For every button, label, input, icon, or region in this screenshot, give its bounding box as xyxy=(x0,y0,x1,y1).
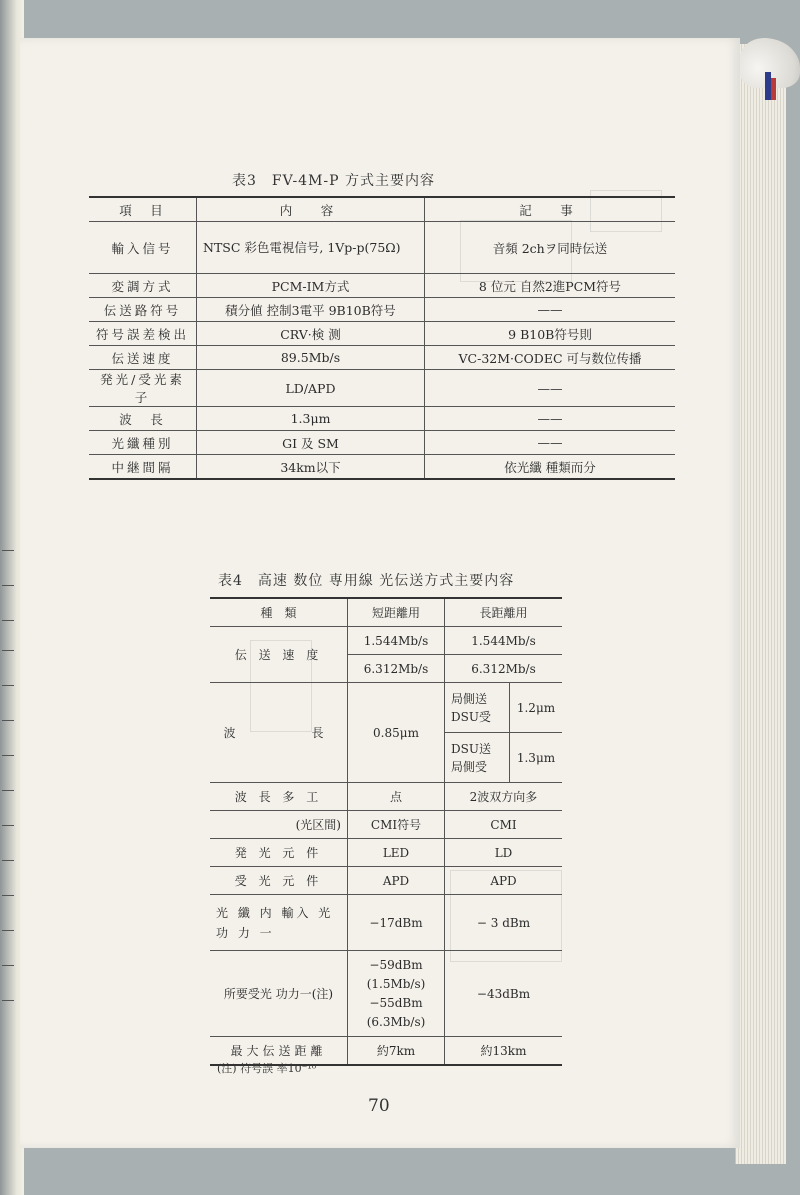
table-row xyxy=(210,811,562,839)
table-row xyxy=(89,274,675,298)
table4-caption: 表4 高速 数位 専用線 光伝送方式主要内容 xyxy=(218,573,515,589)
table3-item: 伝送速度 xyxy=(111,350,174,366)
page-number: 70 xyxy=(368,1096,390,1116)
table-row xyxy=(89,346,675,370)
table4-input-power-label: 光 纖 内 輸入 光 功 力 一 xyxy=(210,895,348,951)
table-row xyxy=(210,783,562,811)
table3-content: 34km以下 xyxy=(197,455,425,480)
table3-remark: —— xyxy=(425,407,676,431)
table3-content: PCM-IM方式 xyxy=(197,274,425,298)
table4-speed-short-1: 1.544Mb/s xyxy=(348,627,445,655)
table-row xyxy=(89,322,675,346)
table3-item: 波 長 xyxy=(119,411,166,427)
table4-wavelength-label: 波 長 xyxy=(210,683,348,783)
table3-header-content: 内 容 xyxy=(197,197,425,222)
table-row xyxy=(89,298,675,322)
table4-emitter-label: 発 光 元 件 xyxy=(210,839,348,867)
table3-item: 輸入信号 xyxy=(111,240,174,256)
table-row xyxy=(89,431,675,455)
table3-remark: —— xyxy=(425,370,676,407)
table-row xyxy=(89,370,675,407)
table3-header-row xyxy=(89,197,675,222)
table-row xyxy=(210,627,562,655)
table4-code-long: CMI xyxy=(445,811,563,839)
table4-max-distance-long: 約13km xyxy=(445,1037,563,1066)
table3-item: 変調方式 xyxy=(111,278,174,294)
table3-content: CRV·検 测 xyxy=(197,322,425,346)
table4-receiver-long: APD xyxy=(445,867,563,895)
bookmark-ribbon-red xyxy=(771,78,776,100)
table4-wl-sub2-value: 1.3μm xyxy=(510,733,563,783)
table-row xyxy=(89,455,675,480)
table4-code-label: (光区間) xyxy=(210,811,348,839)
table4-speed-long-2: 6.312Mb/s xyxy=(445,655,563,683)
table4 xyxy=(210,597,562,1066)
table3-remark: —— xyxy=(425,298,676,322)
table3-content: 積分値 控制3電平 9B10B符号 xyxy=(197,298,425,322)
table4-receiver-short: APD xyxy=(348,867,445,895)
table-row xyxy=(210,839,562,867)
table3-content: NTSC 彩色電視信号, 1Vp-p(75Ω) xyxy=(197,222,425,274)
table3-remark: 8 位元 自然2進PCM符号 xyxy=(425,274,676,298)
table3-remark: 依光纖 種類而分 xyxy=(425,455,676,480)
table3-remark: 9 B10B符号則 xyxy=(425,322,676,346)
table3-content: GI 及 SM xyxy=(197,431,425,455)
table3-content: LD/APD xyxy=(197,370,425,407)
table3-header-remark: 記 事 xyxy=(425,197,676,222)
table4-max-distance-label: 最大伝送距離 xyxy=(210,1037,348,1066)
table3-item: 発光/受光素子 xyxy=(100,372,185,405)
table3-caption: 表3 FV-4M-P 方式主要内容 xyxy=(232,173,436,189)
table4-header-row xyxy=(210,598,562,627)
table3-remark: 音頻 2chヲ同時伝送 xyxy=(425,222,676,274)
table4-req-power-short xyxy=(348,951,445,1037)
table4-speed-label: 伝 送 速 度 xyxy=(210,627,348,683)
table3-remark: —— xyxy=(425,431,676,455)
table4-req-power-label: 所要受光 功力一(注) xyxy=(210,951,348,1037)
table4-code-short: CMI符号 xyxy=(348,811,445,839)
table4-wl-sub2-label: DSU送 局側受 xyxy=(445,733,510,783)
table4-wl-sub1-value: 1.2μm xyxy=(510,683,563,733)
table4-req-power-long: −43dBm xyxy=(445,951,563,1037)
table3-header-item: 項 目 xyxy=(119,202,166,218)
table4-receiver-label: 受 光 元 件 xyxy=(210,867,348,895)
table4-header-short: 短距離用 xyxy=(348,598,445,627)
table-row xyxy=(210,895,562,951)
req-power-short-line: −55dBm xyxy=(369,995,423,1010)
table4-speed-long-1: 1.544Mb/s xyxy=(445,627,563,655)
table3-item: 中継間隔 xyxy=(111,459,174,475)
table-row xyxy=(89,407,675,431)
left-page-edge xyxy=(0,540,20,1100)
table-row xyxy=(89,222,675,274)
table4-multiplex-label: 波 長 多 工 xyxy=(210,783,348,811)
table3-item: 符号誤差検出 xyxy=(95,326,189,342)
table-row xyxy=(210,683,562,733)
table4-wl-sub1-label: 局側送 DSU受 xyxy=(445,683,510,733)
table4-max-distance-short: 約7km xyxy=(348,1037,445,1066)
table3 xyxy=(89,196,675,480)
req-power-short-line: −59dBm xyxy=(369,957,423,972)
table3-remark: VC-32M·CODEC 可与数位传播 xyxy=(425,346,676,370)
table3-content: 89.5Mb/s xyxy=(197,346,425,370)
table4-emitter-short: LED xyxy=(348,839,445,867)
req-power-short-line: (6.3Mb/s) xyxy=(366,1014,426,1029)
table4-emitter-long: LD xyxy=(445,839,563,867)
table4-header-type: 種 類 xyxy=(210,598,348,627)
table4-speed-short-2: 6.312Mb/s xyxy=(348,655,445,683)
table4-note: (注) 符号誤 率10⁻¹⁰ xyxy=(217,1062,317,1075)
table4-input-power-long: − 3 dBm xyxy=(445,895,563,951)
table3-item: 伝送路符号 xyxy=(103,302,182,318)
table3-item: 光纖種別 xyxy=(111,435,174,451)
table4-input-power-short: −17dBm xyxy=(348,895,445,951)
table4-wavelength-short: 0.85μm xyxy=(348,683,445,783)
table-row xyxy=(210,867,562,895)
table4-multiplex-short: 点 xyxy=(348,783,445,811)
table4-header-long: 長距離用 xyxy=(445,598,563,627)
table-row xyxy=(210,951,562,1037)
page-stack-edges xyxy=(735,44,786,1164)
req-power-short-line: (1.5Mb/s) xyxy=(366,976,426,991)
table4-multiplex-long: 2波双方向多 xyxy=(445,783,563,811)
table3-content: 1.3μm xyxy=(197,407,425,431)
